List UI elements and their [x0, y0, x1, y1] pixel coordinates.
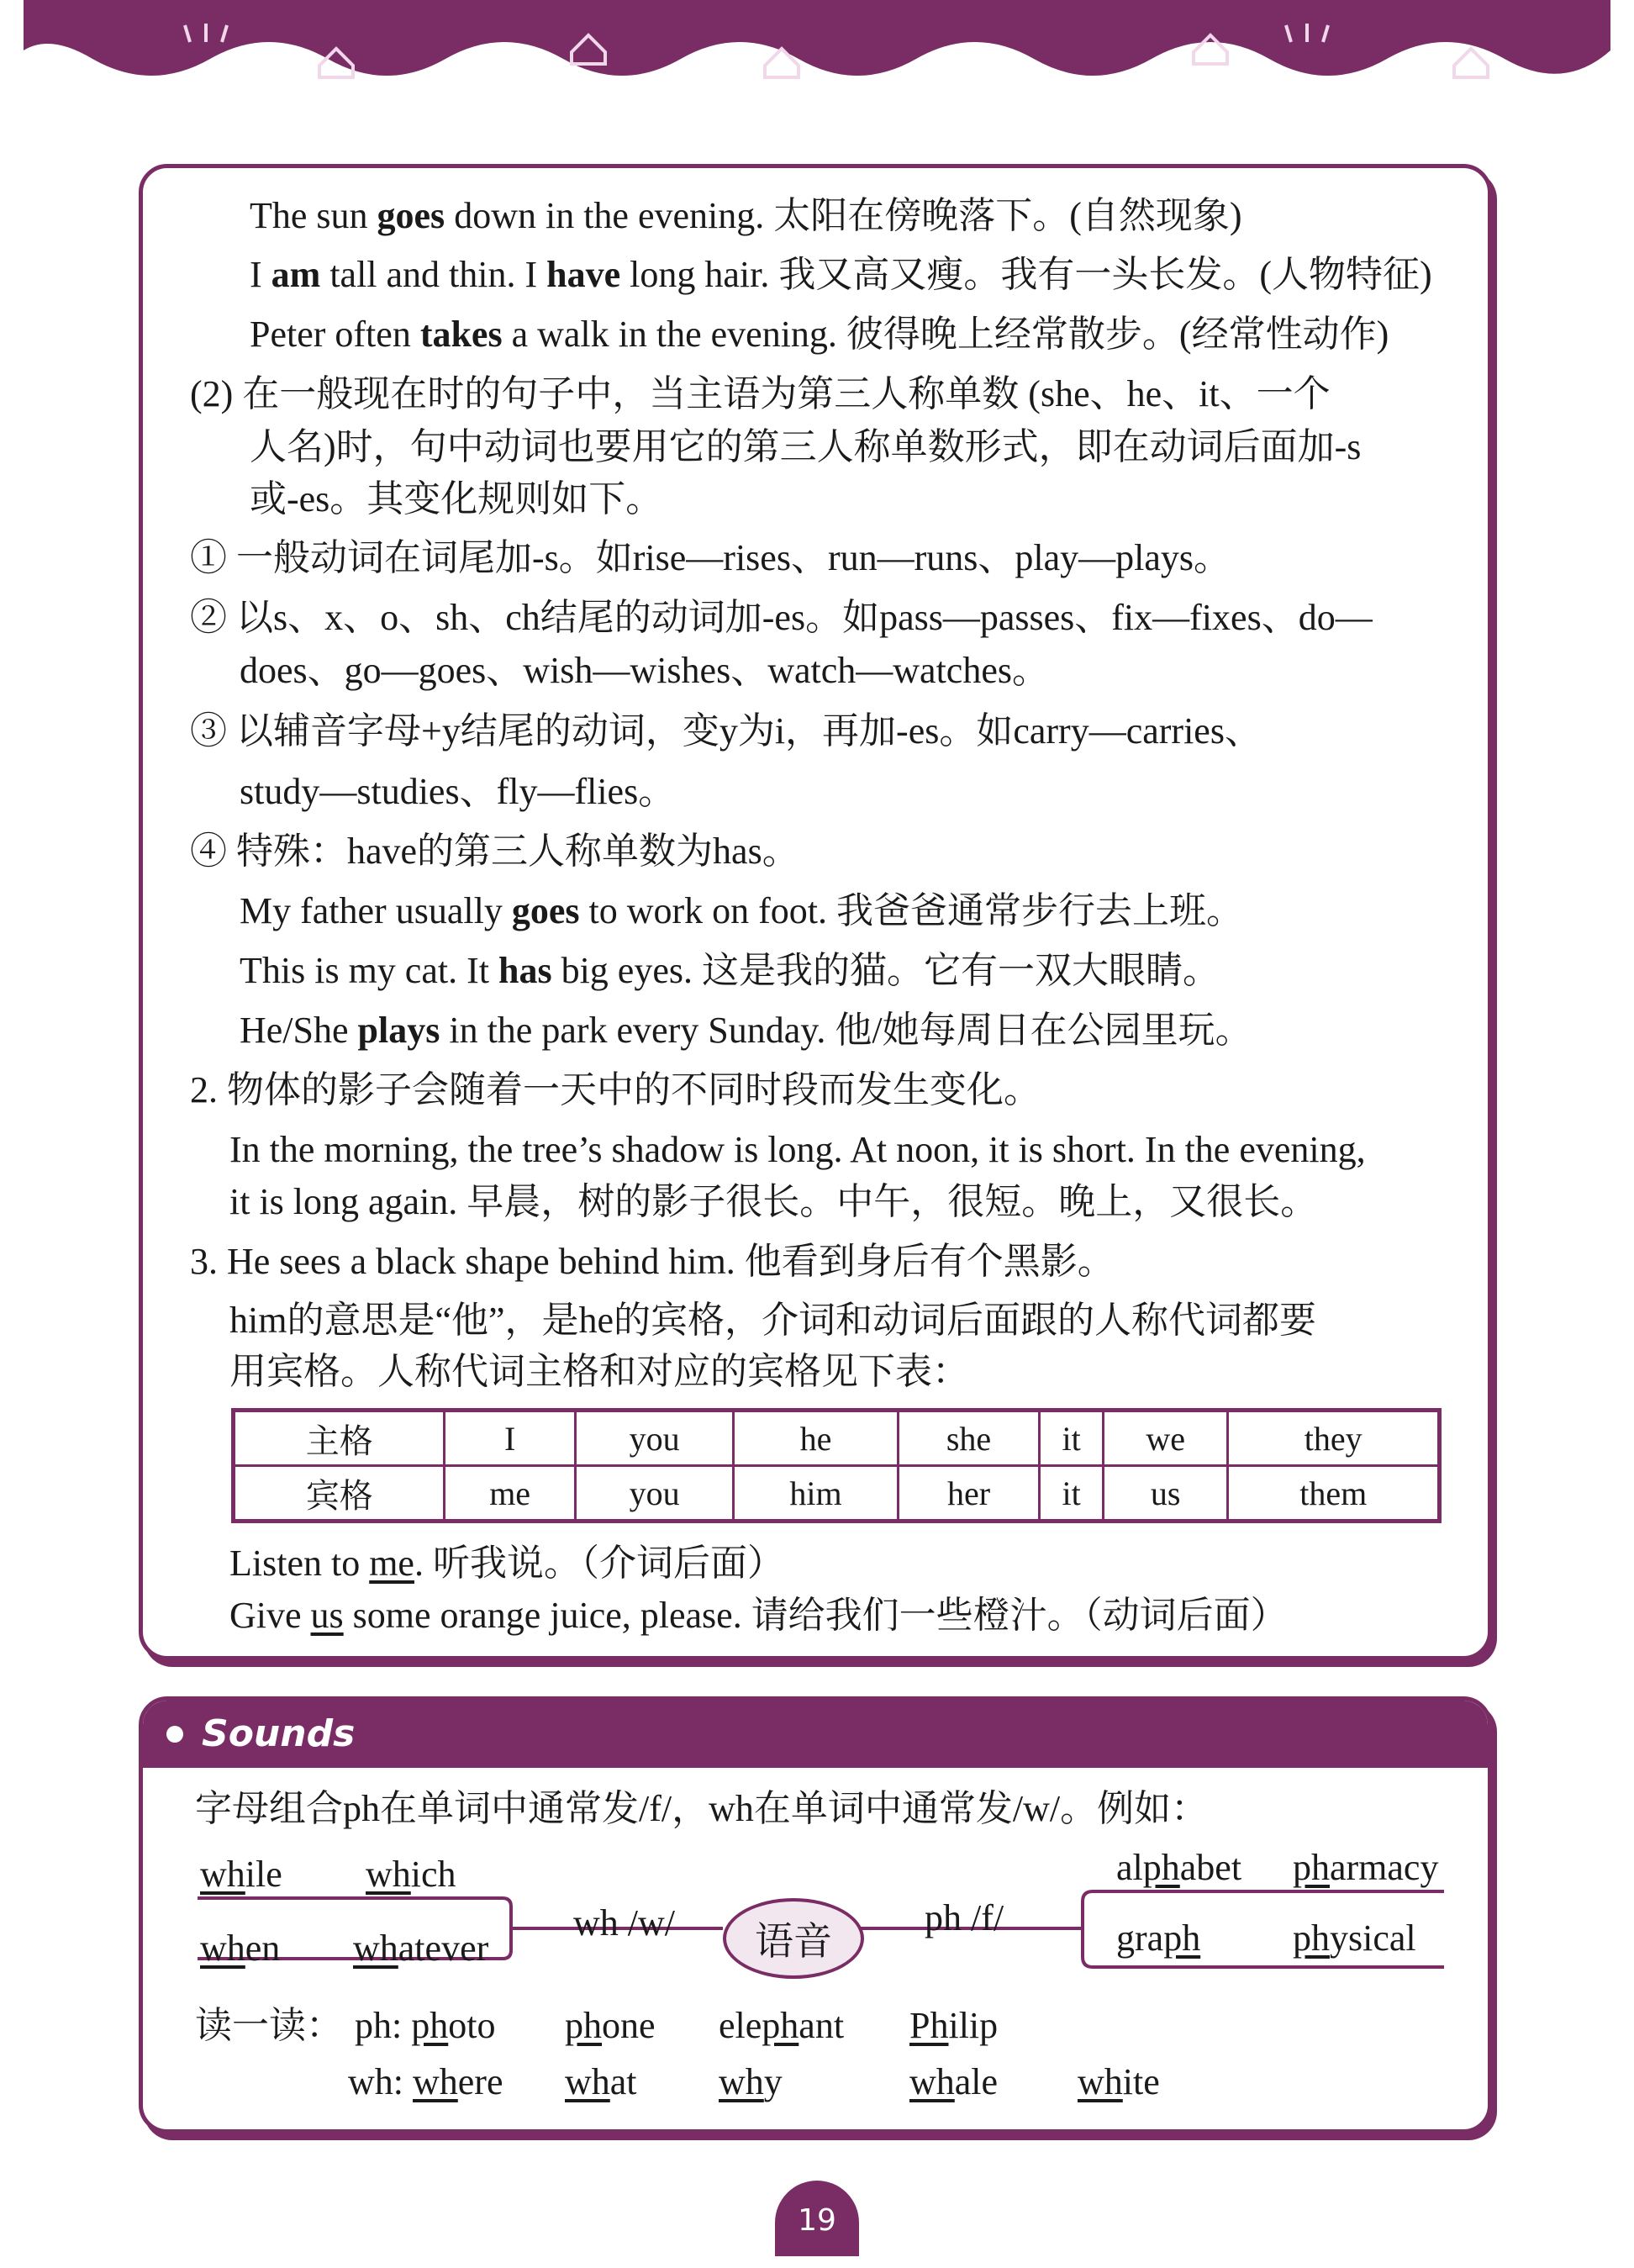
rule-2-line3: 或-es。其变化规则如下。: [250, 478, 663, 520]
word-graph: graph: [1116, 1917, 1201, 1959]
table-cell: he: [734, 1411, 898, 1466]
word-while: while: [200, 1854, 282, 1895]
point-3-line1: him的意思是“他”，是he的宾格，介词和动词后面跟的人称代词都要: [229, 1300, 1317, 1341]
rule-item-2b: does、go—goes、wish—wishes、watch—watches。: [240, 650, 1049, 691]
sounds-title: Sounds: [202, 1712, 356, 1755]
point-2: 2. 物体的影子会随着一天中的不同时段而发生变化。: [190, 1069, 1041, 1110]
rule-item-2a: ② 以s、x、o、sh、ch结尾的动词加-es。如pass—passes、fix—fixes、do—: [190, 597, 1373, 638]
word-alphabet: alphabet: [1116, 1847, 1242, 1888]
table-row: [234, 1466, 1440, 1522]
sounds-header: [143, 1701, 1488, 1768]
point-2-en: In the morning, the tree’s shadow is long. At noon, it is short. In the evening,: [229, 1129, 1366, 1170]
rule-2-line1: (2) 在一般现在时的句子中，当主语为第三人称单数 (she、he、it、一个: [190, 373, 1331, 414]
read-ph-phone: phone: [565, 2005, 656, 2046]
word-pharmacy: pharmacy: [1293, 1847, 1439, 1888]
table-cell: me: [445, 1466, 575, 1522]
example-listen: Listen to me. 听我说。（介词后面）: [229, 1543, 784, 1584]
wh-label: wh /w/: [573, 1902, 675, 1944]
bullet-icon: [166, 1726, 183, 1743]
table-row: [234, 1411, 1440, 1466]
example-cat: This is my cat. It has big eyes. 这是我的猫。它有一双大眼睛。: [240, 950, 1220, 991]
read-ph-elephant: elephant: [719, 2005, 845, 2046]
rule-item-1: ① 一般动词在词尾加-s。如rise—rises、run—runs、play—plays。: [190, 537, 1231, 578]
sounds-intro: 字母组合ph在单词中通常发/f/，wh在单词中通常发/w/。例如：: [195, 1788, 1209, 1829]
read-wh-where: wh: where: [348, 2061, 503, 2102]
read-label: 读一读：: [195, 2005, 343, 2046]
table-cell: you: [575, 1466, 734, 1522]
read-ph-photo: ph: photo: [355, 2005, 496, 2046]
rule-2-line2: 人名)时，句中动词也要用它的第三人称单数形式，即在动词后面加-s: [250, 426, 1362, 467]
rule-item-4: ④ 特殊：have的第三人称单数为has。: [190, 831, 799, 872]
point-3-line2: 用宾格。人称代词主格和对应的宾格见下表：: [229, 1351, 969, 1392]
read-ph-philip: Philip: [909, 2005, 999, 2046]
word-when: when: [200, 1928, 281, 1969]
word-whatever: whatever: [353, 1928, 489, 1969]
example-tall: I am tall and thin. I have long hair. 我又高又瘦。我有一头长发。(人物特征): [250, 254, 1432, 295]
example-father: My father usually goes to work on foot. 我爸爸通常步行去上班。: [240, 890, 1243, 931]
pronoun-table: [231, 1408, 1442, 1523]
table-cell: 主格: [234, 1411, 445, 1466]
example-peter: Peter often takes a walk in the evening. 彼得晚上经常散步。(经常性动作): [250, 314, 1389, 355]
table-cell: she: [898, 1411, 1040, 1466]
table-cell: him: [734, 1466, 898, 1522]
table-cell: you: [575, 1411, 734, 1466]
point-3: 3. He sees a black shape behind him. 他看到身后有个黑影。: [190, 1241, 1115, 1282]
example-park: He/She plays in the park every Sunday. 他/她每周日在公园里玩。: [240, 1010, 1252, 1051]
rule-item-3b: study—studies、fly—flies。: [240, 771, 676, 812]
example-sun: The sun goes down in the evening. 太阳在傍晚落下。(自然现象): [250, 195, 1242, 236]
mindmap-hub: 语音: [723, 1898, 864, 1979]
table-cell: they: [1228, 1411, 1440, 1466]
page-number: 19: [775, 2181, 859, 2256]
rule-item-3a: ③ 以辅音字母+y结尾的动词，变y为i，再加-es。如carry—carries、: [190, 710, 1262, 752]
read-wh-what: what: [565, 2061, 637, 2102]
example-give: Give us some orange juice, please. 请给我们一些橙汁。（动词后面）: [229, 1595, 1288, 1636]
table-cell: us: [1103, 1466, 1228, 1522]
table-cell: 宾格: [234, 1466, 445, 1522]
point-2-zh: it is long again. 早晨，树的影子很长。中午，很短。晚上，又很长。: [229, 1181, 1318, 1222]
table-cell: we: [1103, 1411, 1228, 1466]
table-cell: it: [1040, 1466, 1104, 1522]
word-physical: physical: [1293, 1917, 1416, 1959]
top-banner: [0, 0, 1634, 92]
table-cell: I: [445, 1411, 575, 1466]
ph-label: ph /f/: [925, 1897, 1004, 1938]
table-cell: them: [1228, 1466, 1440, 1522]
word-which: which: [366, 1854, 456, 1895]
read-wh-whale: whale: [909, 2061, 999, 2102]
read-wh-why: why: [719, 2061, 783, 2102]
table-cell: it: [1040, 1411, 1104, 1466]
read-wh-white: white: [1078, 2061, 1160, 2102]
table-cell: her: [898, 1466, 1040, 1522]
